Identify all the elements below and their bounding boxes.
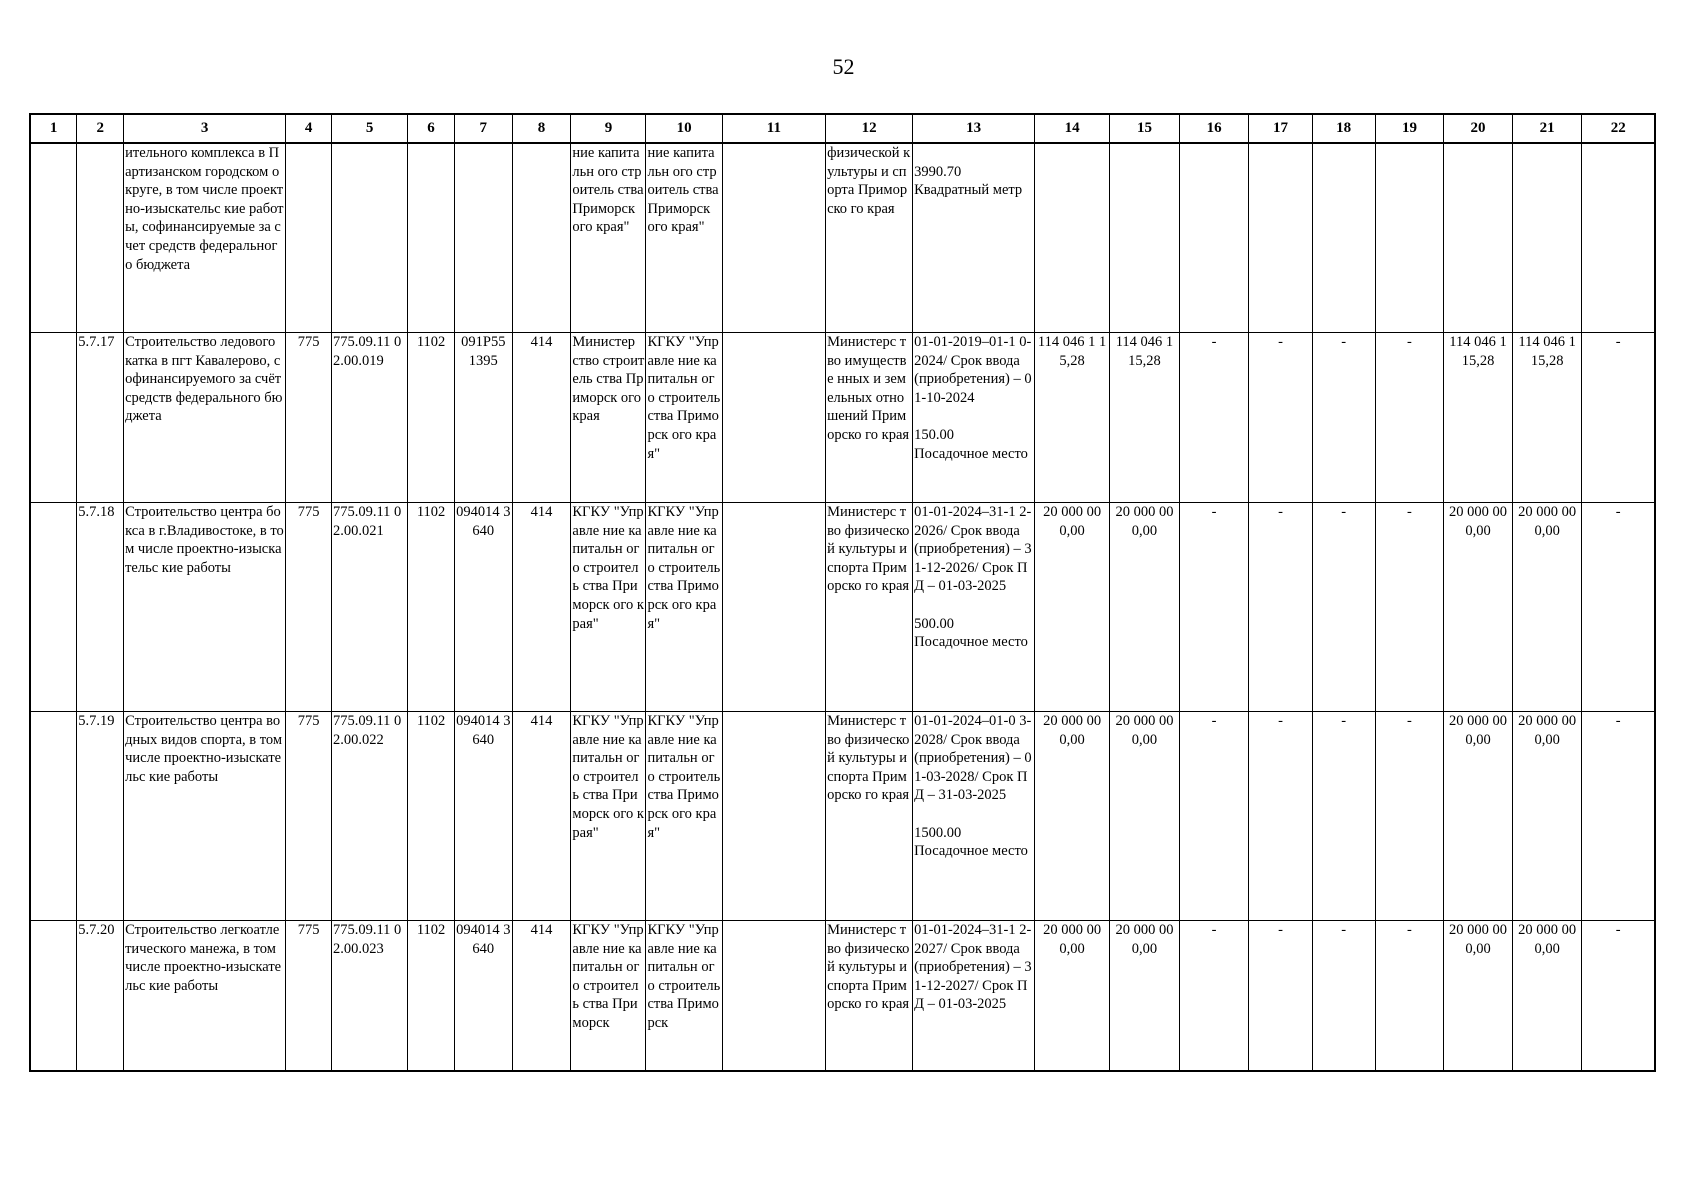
table-row bbox=[30, 333, 1655, 503]
table-cell: 414 bbox=[512, 333, 571, 503]
table-cell bbox=[1312, 143, 1375, 333]
table-cell: 114 046 1 15,28 bbox=[1110, 333, 1180, 503]
table-cell bbox=[722, 712, 825, 921]
table-cell bbox=[1512, 143, 1582, 333]
table-cell: 1102 bbox=[408, 712, 455, 921]
table-cell bbox=[1444, 143, 1513, 333]
budget-table bbox=[29, 113, 1656, 1072]
table-cell: 20 000 00 0,00 bbox=[1035, 503, 1110, 712]
table-cell: Министерс тво физической культуры и спорта Приморско го края bbox=[826, 921, 913, 1072]
column-header: 18 bbox=[1312, 114, 1375, 143]
table-cell: 414 bbox=[512, 712, 571, 921]
table-cell: ние капитальн ого строитель ства Приморск ого края" bbox=[571, 143, 646, 333]
table-cell: 091P55 1395 bbox=[454, 333, 512, 503]
table-cell bbox=[30, 143, 77, 333]
table-cell: 094014 3640 bbox=[454, 503, 512, 712]
column-header: 20 bbox=[1444, 114, 1513, 143]
table-row bbox=[30, 143, 1655, 333]
table-cell: 5.7.19 bbox=[77, 712, 124, 921]
table-cell: - bbox=[1375, 333, 1444, 503]
table-cell: физической культуры и спорта Приморско го края bbox=[826, 143, 913, 333]
table-cell: Строительство легкоатлетического манежа, в том числе проектно-изыскательс кие работы bbox=[124, 921, 286, 1072]
column-header: 17 bbox=[1249, 114, 1312, 143]
table-cell: 5.7.17 bbox=[77, 333, 124, 503]
table-cell bbox=[722, 333, 825, 503]
table-cell bbox=[1179, 143, 1249, 333]
table-cell: 775 bbox=[286, 921, 332, 1072]
table-cell: - bbox=[1179, 921, 1249, 1072]
column-header: 4 bbox=[286, 114, 332, 143]
table-cell: 20 000 00 0,00 bbox=[1444, 921, 1513, 1072]
table-cell: - bbox=[1582, 712, 1655, 921]
table-cell: 20 000 00 0,00 bbox=[1110, 503, 1180, 712]
table-cell: - bbox=[1179, 503, 1249, 712]
column-header: 15 bbox=[1110, 114, 1180, 143]
table-cell: Министерс тво имуществе нных и земельных отношений Приморско го края bbox=[826, 333, 913, 503]
table-cell bbox=[30, 333, 77, 503]
table-cell: 094014 3640 bbox=[454, 712, 512, 921]
column-header: 9 bbox=[571, 114, 646, 143]
table-cell: 414 bbox=[512, 921, 571, 1072]
table-cell: Строительство центра бокса в г.Владивостоке, в том числе проектно-изыскательс кие работы bbox=[124, 503, 286, 712]
column-header: 3 bbox=[124, 114, 286, 143]
table-cell: - bbox=[1582, 333, 1655, 503]
table-cell: 414 bbox=[512, 503, 571, 712]
table-cell: КГКУ "Управле ние капитальн ого строитель ства Приморск bbox=[571, 921, 646, 1072]
table-cell: КГКУ "Управле ние капитальн ого строитель ства Приморск ого края" bbox=[571, 712, 646, 921]
table-cell: ительного комплекса в Партизанском городском округе, в том числе проектно-изыскательс кие работы, софинансируемые за счет средств федерального бюджета bbox=[124, 143, 286, 333]
column-header: 8 bbox=[512, 114, 571, 143]
table-cell: - bbox=[1249, 503, 1312, 712]
table-cell: 114 046 1 15,28 bbox=[1035, 333, 1110, 503]
table-cell: 01-01-2024–01-0 3-2028/ Срок ввода (приобретения) – 01-03-2028/ Срок ПД – 31-03-2025 1500.00 Посадочное место bbox=[913, 712, 1035, 921]
table-cell: 3990.70 Квадратный метр bbox=[913, 143, 1035, 333]
table-cell: Министерс тво физической культуры и спорта Приморско го края bbox=[826, 503, 913, 712]
column-header: 22 bbox=[1582, 114, 1655, 143]
column-header: 12 bbox=[826, 114, 913, 143]
table-cell bbox=[286, 143, 332, 333]
table-cell: - bbox=[1375, 712, 1444, 921]
column-header: 5 bbox=[331, 114, 407, 143]
table-cell: 114 046 1 15,28 bbox=[1444, 333, 1513, 503]
table-cell: 1102 bbox=[408, 503, 455, 712]
table-row bbox=[30, 503, 1655, 712]
table-cell: - bbox=[1249, 333, 1312, 503]
table-cell bbox=[454, 143, 512, 333]
column-header: 10 bbox=[646, 114, 722, 143]
table-cell bbox=[722, 503, 825, 712]
table-cell: 775.09.11 02.00.023 bbox=[331, 921, 407, 1072]
table-cell: КГКУ "Управле ние капитальн ого строитель ства Приморск ого края" bbox=[646, 712, 722, 921]
table-cell: 775 bbox=[286, 503, 332, 712]
table-cell: КГКУ "Управле ние капитальн ого строитель ства Приморск ого края" bbox=[571, 503, 646, 712]
table-cell bbox=[722, 921, 825, 1072]
table-cell bbox=[30, 921, 77, 1072]
column-header: 16 bbox=[1179, 114, 1249, 143]
column-header: 2 bbox=[77, 114, 124, 143]
table-cell: - bbox=[1312, 333, 1375, 503]
table-cell: - bbox=[1312, 712, 1375, 921]
column-header: 21 bbox=[1512, 114, 1582, 143]
table-cell bbox=[77, 143, 124, 333]
table-row bbox=[30, 921, 1655, 1072]
table-cell: Министерс тво физической культуры и спорта Приморско го края bbox=[826, 712, 913, 921]
table-cell bbox=[722, 143, 825, 333]
table-cell: 01-01-2019–01-1 0-2024/ Срок ввода (приобретения) – 01-10-2024 150.00 Посадочное место bbox=[913, 333, 1035, 503]
table-cell: 20 000 00 0,00 bbox=[1110, 712, 1180, 921]
table-cell bbox=[30, 712, 77, 921]
table-cell bbox=[331, 143, 407, 333]
page-number: 52 bbox=[832, 54, 855, 79]
table-cell bbox=[408, 143, 455, 333]
table-cell: 5.7.18 bbox=[77, 503, 124, 712]
column-header: 19 bbox=[1375, 114, 1444, 143]
table-cell: 20 000 00 0,00 bbox=[1110, 921, 1180, 1072]
table-cell bbox=[1375, 143, 1444, 333]
table-cell bbox=[1035, 143, 1110, 333]
table-cell bbox=[1249, 143, 1312, 333]
table-cell: - bbox=[1179, 712, 1249, 921]
table-cell: 20 000 00 0,00 bbox=[1512, 503, 1582, 712]
table-cell: Строительство ледового катка в пгт Кавалерово, софинансируемого за счёт средств федерального бюджета bbox=[124, 333, 286, 503]
table-cell bbox=[512, 143, 571, 333]
table-cell: 775.09.11 02.00.021 bbox=[331, 503, 407, 712]
table-cell: КГКУ "Управле ние капитальн ого строитель ства Приморск ого края" bbox=[646, 503, 722, 712]
table-cell: - bbox=[1249, 712, 1312, 921]
table-cell: 20 000 00 0,00 bbox=[1035, 712, 1110, 921]
table-cell: 775 bbox=[286, 333, 332, 503]
table-cell: Строительство центра водных видов спорта, в том числе проектно-изыскательс кие работы bbox=[124, 712, 286, 921]
table-cell: 20 000 00 0,00 bbox=[1512, 921, 1582, 1072]
table-cell: - bbox=[1179, 333, 1249, 503]
table-cell: 094014 3640 bbox=[454, 921, 512, 1072]
table-cell bbox=[1582, 143, 1655, 333]
column-header: 11 bbox=[722, 114, 825, 143]
table-cell: Министер ство строитель ства Приморск ого края bbox=[571, 333, 646, 503]
column-header: 1 bbox=[30, 114, 77, 143]
table-cell: 775.09.11 02.00.019 bbox=[331, 333, 407, 503]
table-cell bbox=[30, 503, 77, 712]
table-cell: 775.09.11 02.00.022 bbox=[331, 712, 407, 921]
column-header: 13 bbox=[913, 114, 1035, 143]
table-cell: - bbox=[1375, 921, 1444, 1072]
table-cell: КГКУ "Управле ние капитальн ого строитель ства Приморск bbox=[646, 921, 722, 1072]
table-cell: 20 000 00 0,00 bbox=[1444, 712, 1513, 921]
table-cell: 1102 bbox=[408, 333, 455, 503]
column-header: 14 bbox=[1035, 114, 1110, 143]
column-header: 6 bbox=[408, 114, 455, 143]
table-cell: - bbox=[1582, 503, 1655, 712]
table-cell: - bbox=[1249, 921, 1312, 1072]
table-cell: - bbox=[1375, 503, 1444, 712]
table-cell: 775 bbox=[286, 712, 332, 921]
column-header: 7 bbox=[454, 114, 512, 143]
table-cell: - bbox=[1582, 921, 1655, 1072]
table-row bbox=[30, 712, 1655, 921]
table-cell: - bbox=[1312, 921, 1375, 1072]
table-cell: 20 000 00 0,00 bbox=[1035, 921, 1110, 1072]
table-cell: КГКУ "Управле ние капитальн ого строитель ства Приморск ого края" bbox=[646, 333, 722, 503]
table-cell: 1102 bbox=[408, 921, 455, 1072]
table-cell: 20 000 00 0,00 bbox=[1444, 503, 1513, 712]
header-row bbox=[30, 114, 1655, 143]
table-cell: 114 046 1 15,28 bbox=[1512, 333, 1582, 503]
table-cell: 01-01-2024–31-1 2-2026/ Срок ввода (приобретения) – 31-12-2026/ Срок ПД – 01-03-2025 500.00 Посадочное место bbox=[913, 503, 1035, 712]
table-cell: ние капитальн ого строитель ства Приморск ого края" bbox=[646, 143, 722, 333]
table-cell: 01-01-2024–31-1 2-2027/ Срок ввода (приобретения) – 31-12-2027/ Срок ПД – 01-03-2025 bbox=[913, 921, 1035, 1072]
table-cell bbox=[1110, 143, 1180, 333]
table-cell: - bbox=[1312, 503, 1375, 712]
table-cell: 20 000 00 0,00 bbox=[1512, 712, 1582, 921]
table-cell: 5.7.20 bbox=[77, 921, 124, 1072]
